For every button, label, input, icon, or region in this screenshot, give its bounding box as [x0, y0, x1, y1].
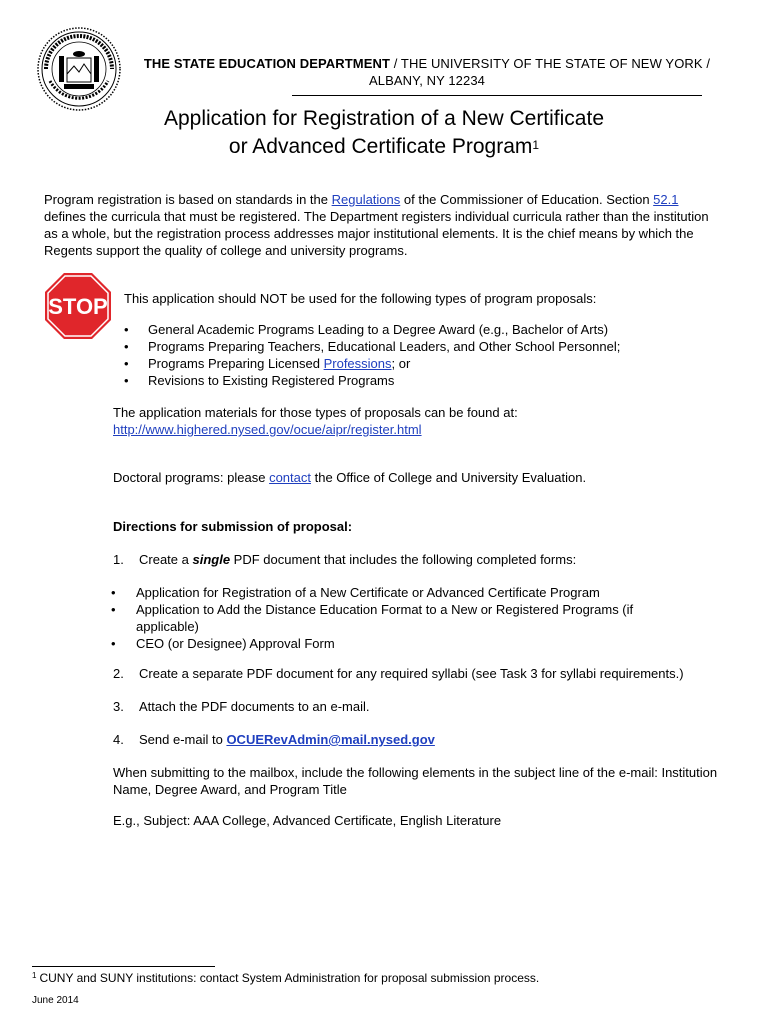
regulations-link[interactable]: Regulations [331, 192, 401, 207]
list-item: • Programs Preparing Teachers, Educational Leaders, and Other School Personnel; [124, 338, 724, 355]
materials-paragraph: The application materials for those types of proposals can be found at: http://www.highered.nysed.gov/ocue/aipr/register.html [113, 405, 518, 437]
step-4: 4. Send e-mail to OCUERevAdmin@mail.nysed.gov [113, 732, 435, 747]
page-title [100, 105, 668, 161]
intro-paragraph: Program registration is based on standards in the Regulations of the Commissioner of Education. Section 52.1 defines the curricula that must be registered. The Department registers individual curricula rather than the institution as a whole, but the registration process addresses major institutional elements. It is the chief means by which the Regents support the quality of college and university programs. [44, 192, 709, 258]
professions-link[interactable]: Professions [323, 356, 392, 371]
university-address: / THE UNIVERSITY OF THE STATE OF NEW YORK / ALBANY, NY 12234 [368, 56, 711, 88]
doctoral-note: Doctoral programs: please contact the Office of College and University Evaluation. [113, 470, 587, 485]
excluded-proposals-list [124, 321, 724, 389]
stop-sign-label: STOP [48, 294, 108, 319]
title-line-2: or Advanced Certificate Program$^1$ [228, 135, 540, 158]
contact-link[interactable]: contact [269, 470, 311, 485]
list-item: • General Academic Programs Leading to a Degree Award (e.g., Bachelor of Arts) [124, 321, 724, 338]
list-item: • CEO (or Designee) Approval Form [111, 635, 681, 652]
submission-instructions: When submitting to the mailbox, include the following elements in the subject line of the e-mail: Institution Name, Degree Award, and Program Title [113, 765, 718, 797]
department-name: THE STATE EDUCATION DEPARTMENT [143, 56, 391, 71]
step-2: 2. Create a separate PDF document for any required syllabi (see Task 3 for syllabi requirements.) [113, 666, 684, 681]
register-url-link[interactable]: http://www.highered.nysed.gov/ocue/aipr/register.html [113, 422, 422, 437]
footnote-ref: 1 [532, 138, 540, 152]
footnote: $^1$ CUNY and SUNY institutions: contact System Administration for proposal submission process. [32, 971, 540, 985]
stop-sign-icon [43, 271, 113, 341]
footnote-divider [32, 966, 215, 967]
subject-example: E.g., Subject: AAA College, Advanced Certificate, English Literature [113, 813, 502, 828]
list-item: • Application to Add the Distance Education Format to a New or Registered Programs (if applicable) [111, 601, 681, 635]
step-1: 1. Create a single PDF document that includes the following completed forms: [113, 552, 577, 567]
title-line-1: Application for Registration of a New Certificate [163, 107, 605, 130]
document-date: June 2014 [32, 995, 79, 1006]
state-seal-logo [36, 26, 122, 112]
email-link[interactable]: OCUERevAdmin@mail.nysed.gov [226, 732, 435, 747]
step-3: 3. Attach the PDF documents to an e-mail. [113, 699, 370, 714]
header-divider [292, 95, 702, 96]
department-header [132, 55, 722, 89]
list-item: • Revisions to Existing Registered Programs [124, 372, 724, 389]
section-52-1-link[interactable]: 52.1 [653, 192, 679, 207]
list-item: • Programs Preparing Licensed Professions; or [124, 355, 724, 372]
list-item: • Application for Registration of a New Certificate or Advanced Certificate Program [111, 584, 681, 601]
required-forms-list [111, 584, 681, 652]
directions-heading: Directions for submission of proposal: [113, 519, 353, 534]
not-used-heading: This application should NOT be used for the following types of program proposals: [124, 291, 597, 306]
